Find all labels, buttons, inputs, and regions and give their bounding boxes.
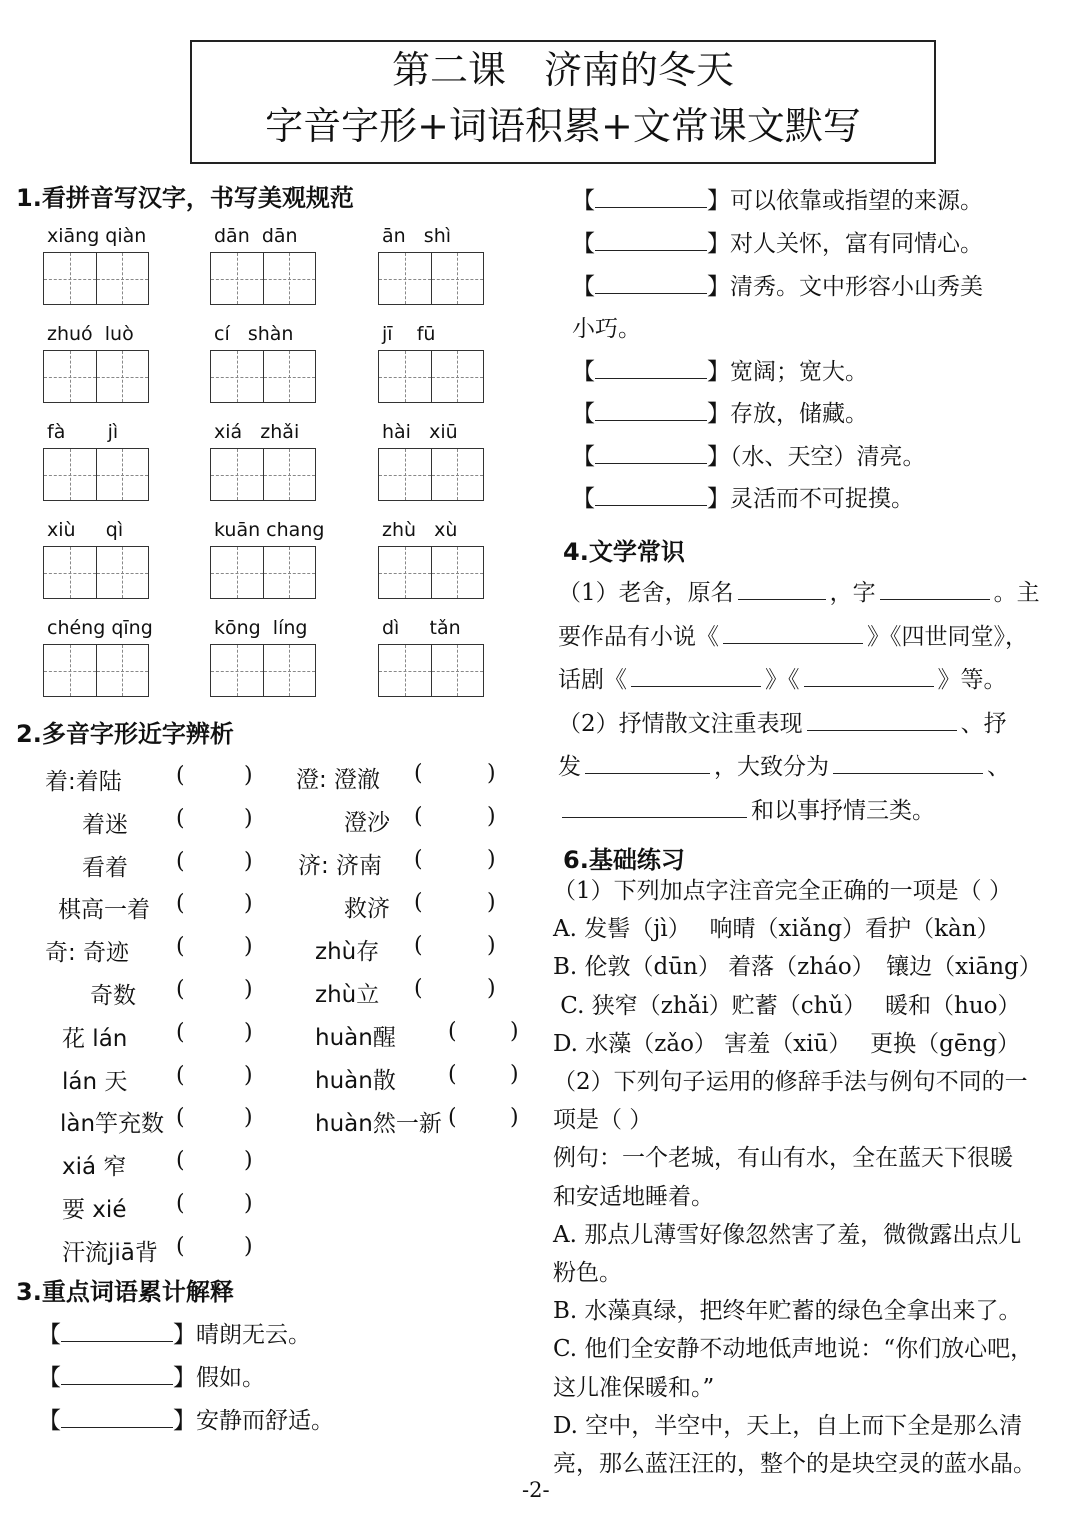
answer-paren-open[interactable]: ( [176, 1019, 185, 1045]
answer-paren-close[interactable]: ) [487, 976, 496, 1001]
answer-blank[interactable] [833, 755, 983, 774]
grid-cell [44, 449, 97, 500]
writing-box[interactable] [43, 350, 149, 403]
grid-cell [432, 449, 484, 500]
answer-paren-open[interactable]: ( [448, 1019, 457, 1044]
word-definition-row [38, 1359, 265, 1392]
literature-text: ，字 [829, 580, 876, 606]
word-definition-row [572, 438, 926, 471]
bracket-open: 【 [572, 401, 595, 427]
bracket-open: 【 [38, 1365, 61, 1391]
bracket-close: 】 [707, 444, 730, 470]
pinyin-label: dì tǎn [382, 617, 461, 639]
definition-text: 存放，储藏。 [730, 401, 868, 427]
answer-blank[interactable] [880, 581, 990, 600]
bracket-open: 【 [38, 1408, 61, 1434]
answer-paren-close[interactable]: ) [510, 1019, 519, 1044]
title-box [190, 40, 936, 164]
pinyin-label: hài xiū [382, 421, 458, 443]
literature-line [558, 661, 1007, 694]
answer-blank[interactable] [595, 487, 707, 506]
word-definition-row [572, 353, 868, 386]
bracket-close: 】 [173, 1322, 196, 1348]
answer-paren-close[interactable]: ) [510, 1105, 519, 1130]
writing-box[interactable] [210, 644, 316, 697]
grid-cell [97, 253, 149, 304]
answer-paren-close[interactable]: ) [244, 1148, 253, 1174]
literature-text: （2）抒情散文注重表现 [558, 710, 803, 737]
pinyin-label: xiù qì [47, 519, 124, 541]
answer-paren-open[interactable]: ( [414, 976, 423, 1001]
literature-text: 》《 [765, 667, 800, 693]
answer-blank[interactable] [595, 445, 707, 464]
answer-paren-close[interactable]: ) [510, 1062, 519, 1087]
answer-paren-close[interactable]: ) [244, 805, 253, 831]
grid-cell [264, 253, 316, 304]
answer-paren-close[interactable]: ) [244, 848, 253, 874]
definition-text: 假如。 [196, 1365, 265, 1391]
answer-blank[interactable] [738, 581, 826, 600]
literature-text: 。主 [993, 580, 1040, 606]
answer-paren-open[interactable]: ( [176, 1233, 185, 1259]
bracket-close: 】 [707, 231, 730, 257]
answer-blank[interactable] [61, 1366, 173, 1385]
section6-heading: 6.基础练习 [563, 846, 685, 874]
grid-cell [211, 449, 264, 500]
bracket-open: 【 [572, 486, 595, 512]
literature-text: 发 [558, 754, 581, 780]
writing-box[interactable] [378, 448, 484, 501]
answer-paren-open[interactable]: ( [176, 763, 185, 788]
answer-blank[interactable] [61, 1409, 173, 1428]
answer-paren-open[interactable]: ( [176, 805, 185, 831]
writing-box[interactable] [210, 448, 316, 501]
answer-paren-close[interactable]: ) [244, 763, 253, 788]
grid-cell [379, 547, 432, 598]
exercise-line: B. 水藻真绿，把终年贮蓄的绿色全拿出来了。 [553, 1298, 1022, 1325]
grid-cell [379, 351, 432, 402]
exercise-line: A. 那点儿薄雪好像忽然害了羞，微微露出点儿 [553, 1221, 1022, 1248]
polyphone-item: 奇: 奇迹 [45, 940, 130, 967]
answer-paren-open[interactable]: ( [414, 847, 423, 872]
bracket-close: 】 [173, 1365, 196, 1391]
answer-paren-open[interactable]: ( [176, 977, 185, 1002]
answer-blank[interactable] [595, 402, 707, 421]
writing-box[interactable] [210, 252, 316, 305]
exercise-line: A. 发髻（jì） 响晴（xiǎng）看护（kàn） [553, 916, 1000, 943]
answer-paren-close[interactable]: ) [244, 1233, 253, 1259]
literature-text: （1）老舍，原名 [558, 580, 734, 606]
grid-cell [97, 547, 149, 598]
grid-cell [264, 351, 316, 402]
answer-blank[interactable] [595, 189, 707, 208]
section2-heading: 2.多音字形近字辨析 [16, 720, 234, 748]
polyphone-item: 澄: 澄澈 [296, 767, 381, 793]
bracket-open: 【 [572, 231, 595, 257]
pinyin-label: kōng líng [214, 617, 308, 639]
answer-paren-close[interactable]: ) [244, 934, 253, 960]
polyphone-item: làn竽充数 [60, 1111, 165, 1138]
grid-cell [211, 645, 264, 696]
writing-box[interactable] [43, 644, 149, 697]
exercise-line: 亮，那么蓝汪汪的，整个的是块空灵的蓝水晶。 [553, 1451, 1036, 1477]
section1-heading: 1.看拼音写汉字，书写美观规范 [16, 184, 354, 212]
grid-cell [44, 645, 97, 696]
bracket-close: 】 [707, 486, 730, 512]
grid-cell [379, 253, 432, 304]
grid-cell [432, 253, 484, 304]
grid-cell [44, 351, 97, 402]
answer-blank[interactable] [585, 755, 710, 774]
polyphone-item: huàn醒 [315, 1025, 396, 1051]
answer-blank[interactable] [61, 1323, 173, 1342]
literature-text: 要作品有小说《 [558, 623, 719, 650]
grid-cell [264, 449, 316, 500]
grid-cell [97, 351, 149, 402]
answer-paren-close[interactable]: ) [487, 933, 496, 958]
polyphone-item: 棋高一着 [58, 897, 150, 924]
answer-paren-close[interactable]: ) [244, 1062, 253, 1088]
answer-paren-open[interactable]: ( [176, 891, 185, 917]
literature-line [558, 705, 1007, 738]
answer-blank[interactable] [723, 625, 863, 644]
writing-box[interactable] [210, 350, 316, 403]
grid-cell [379, 645, 432, 696]
literature-text: 》等。 [937, 667, 1007, 693]
literature-text: 话剧《 [558, 667, 627, 693]
pinyin-label: fà jì [47, 421, 119, 443]
bracket-close: 】 [173, 1408, 196, 1434]
answer-paren-close[interactable]: ) [487, 804, 496, 829]
literature-line [558, 574, 1040, 607]
writing-box[interactable] [43, 546, 149, 599]
pinyin-label: cí shàn [214, 323, 294, 345]
exercise-line: （1）下列加点字注音完全正确的一项是（ ） [553, 878, 1012, 904]
grid-cell [97, 645, 149, 696]
definition-text: 可以依靠或指望的来源。 [730, 188, 983, 214]
bracket-open: 【 [572, 188, 595, 214]
pinyin-label: xiāng qiàn [47, 225, 147, 247]
answer-paren-open[interactable]: ( [176, 1148, 185, 1174]
writing-box[interactable] [378, 546, 484, 599]
exercise-line: 这儿准保暖和。” [553, 1374, 715, 1401]
grid-cell [432, 645, 484, 696]
exercise-line: 项是（ ） [553, 1107, 653, 1134]
grid-cell [44, 253, 97, 304]
grid-cell [264, 547, 316, 598]
answer-blank[interactable] [562, 799, 747, 818]
answer-blank[interactable] [631, 668, 761, 687]
word-definition-row [572, 225, 983, 258]
answer-paren-open[interactable]: ( [176, 848, 185, 874]
bracket-close: 】 [707, 401, 730, 427]
definition-text: （水、天空）清亮。 [730, 444, 926, 470]
grid-cell [97, 449, 149, 500]
pinyin-label: chéng qīng [47, 617, 153, 639]
polyphone-item: zhù存 [315, 939, 380, 965]
answer-blank[interactable] [595, 275, 707, 294]
exercise-line: D. 水藻（zǎo） 害羞（xiū） 更换（gēng） [553, 1030, 1021, 1057]
word-definition-row [572, 182, 983, 215]
exercise-line: 粉色。 [553, 1260, 622, 1286]
page-number: -2- [522, 1478, 550, 1502]
writing-box[interactable] [378, 252, 484, 305]
exercise-line: C. 他们全安静不动地低声地说：“你们放心吧， [553, 1336, 1034, 1363]
polyphone-item: xiá 窄 [62, 1154, 127, 1181]
polyphone-item: 奇数 [90, 983, 136, 1009]
definition-text: 灵活而不可捉摸。 [730, 486, 914, 512]
definition-text: 晴朗无云。 [196, 1322, 311, 1348]
answer-paren-open[interactable]: ( [176, 1062, 185, 1088]
polyphone-item: zhù立 [315, 982, 380, 1008]
polyphone-item: 济: 济南 [298, 853, 383, 879]
answer-paren-close[interactable]: ) [487, 890, 496, 915]
pinyin-label: dān dān [214, 225, 298, 247]
polyphone-item: 要 xié [62, 1197, 127, 1223]
literature-text: 、 [987, 754, 1010, 780]
word-definition-row [38, 1316, 311, 1349]
answer-paren-open[interactable]: ( [176, 1105, 185, 1131]
worksheet-subtitle: 字音字形+词语积累+文常课文默写 [265, 104, 861, 148]
literature-text: 》《四世同堂》， [867, 623, 1028, 650]
literature-text: 、抒 [960, 710, 1007, 737]
exercise-line: （2）下列句子运用的修辞手法与例句不同的一 [553, 1069, 1028, 1095]
bracket-open: 【 [572, 359, 595, 385]
polyphone-item: 着迷 [82, 811, 128, 838]
writing-box[interactable] [43, 448, 149, 501]
polyphone-item: lán 天 [62, 1068, 128, 1095]
literature-line [558, 618, 1028, 651]
pinyin-label: ān shì [382, 225, 452, 247]
definition-text: 对人关怀，富有同情心。 [730, 231, 983, 257]
answer-paren-open[interactable]: ( [176, 934, 185, 960]
answer-paren-close[interactable]: ) [487, 847, 496, 872]
bracket-open: 【 [572, 274, 595, 300]
polyphone-item: 澄沙 [344, 810, 390, 836]
literature-text: ，大致分为 [714, 754, 829, 780]
answer-paren-open[interactable]: ( [414, 761, 423, 786]
grid-cell [44, 547, 97, 598]
word-definition-row [572, 395, 868, 428]
grid-cell [211, 253, 264, 304]
polyphone-item: huàn散 [315, 1068, 396, 1094]
definition-text: 安静而舒适。 [196, 1408, 334, 1434]
polyphone-item: 救济 [344, 896, 390, 922]
pinyin-label: zhù xù [382, 519, 458, 541]
bracket-close: 】 [707, 274, 730, 300]
bracket-close: 】 [707, 359, 730, 385]
grid-cell [264, 645, 316, 696]
word-definition-row [38, 1402, 334, 1435]
writing-box[interactable] [210, 546, 316, 599]
answer-blank[interactable] [804, 668, 934, 687]
answer-paren-close[interactable]: ) [244, 1105, 253, 1131]
grid-cell [211, 547, 264, 598]
answer-paren-close[interactable]: ) [244, 891, 253, 917]
grid-cell [432, 351, 484, 402]
literature-line [558, 748, 1010, 781]
answer-paren-open[interactable]: ( [414, 804, 423, 829]
writing-box[interactable] [378, 644, 484, 697]
answer-paren-open[interactable]: ( [448, 1062, 457, 1087]
writing-box[interactable] [43, 252, 149, 305]
grid-cell [211, 351, 264, 402]
polyphone-item: 着:着陆 [45, 769, 122, 795]
answer-blank[interactable] [595, 232, 707, 251]
word-definition-row [572, 268, 983, 301]
definition-continuation: 小巧。 [572, 316, 641, 342]
grid-cell [379, 449, 432, 500]
writing-box[interactable] [378, 350, 484, 403]
answer-blank[interactable] [807, 712, 957, 731]
exercise-line: C. 狭窄（zhǎi）贮蓄（chǔ） 暖和（huo） [553, 992, 1021, 1019]
exercise-line: 例句：一个老城，有山有水，全在蓝天下很暖 [553, 1145, 1013, 1172]
pinyin-label: kuān chang [214, 519, 325, 541]
polyphone-item: huàn然一新 [315, 1111, 442, 1137]
answer-paren-open[interactable]: ( [176, 1191, 185, 1216]
pinyin-label: xiá zhǎi [214, 421, 300, 443]
word-definition-row [572, 480, 914, 513]
polyphone-item: 花 lán [62, 1025, 128, 1052]
definition-text: 清秀。文中形容小山秀美 [730, 274, 983, 300]
answer-paren-close[interactable]: ) [244, 1019, 253, 1045]
polyphone-item: 看着 [82, 854, 128, 881]
literature-text: 和以事抒情三类。 [751, 797, 935, 824]
section4-heading: 4.文学常识 [563, 538, 685, 566]
lesson-title: 第二课 济南的冬天 [391, 48, 734, 92]
bracket-close: 】 [707, 188, 730, 214]
answer-blank[interactable] [595, 360, 707, 379]
bracket-open: 【 [38, 1322, 61, 1348]
answer-paren-open[interactable]: ( [414, 890, 423, 915]
exercise-line: 和安适地睡着。 [553, 1183, 714, 1210]
section3-heading: 3.重点词语累计解释 [16, 1278, 234, 1306]
grid-cell [432, 547, 484, 598]
literature-line [558, 792, 935, 825]
bracket-open: 【 [572, 444, 595, 470]
pinyin-label: zhuó luò [47, 323, 134, 345]
polyphone-item: 汗流jiā背 [62, 1239, 158, 1266]
exercise-line: D. 空中，半空中，天上，自上而下全是那么清 [553, 1412, 1023, 1439]
answer-paren-close[interactable]: ) [244, 977, 253, 1002]
answer-paren-close[interactable]: ) [244, 1191, 253, 1216]
pinyin-label: jī fū [382, 323, 436, 345]
definition-text: 宽阔；宽大。 [730, 359, 868, 385]
answer-paren-close[interactable]: ) [487, 761, 496, 786]
exercise-line: B. 伦敦（dūn） 着落（zháo） 镶边（xiāng） [553, 954, 1042, 981]
answer-paren-open[interactable]: ( [414, 933, 423, 958]
answer-paren-open[interactable]: ( [448, 1105, 457, 1130]
